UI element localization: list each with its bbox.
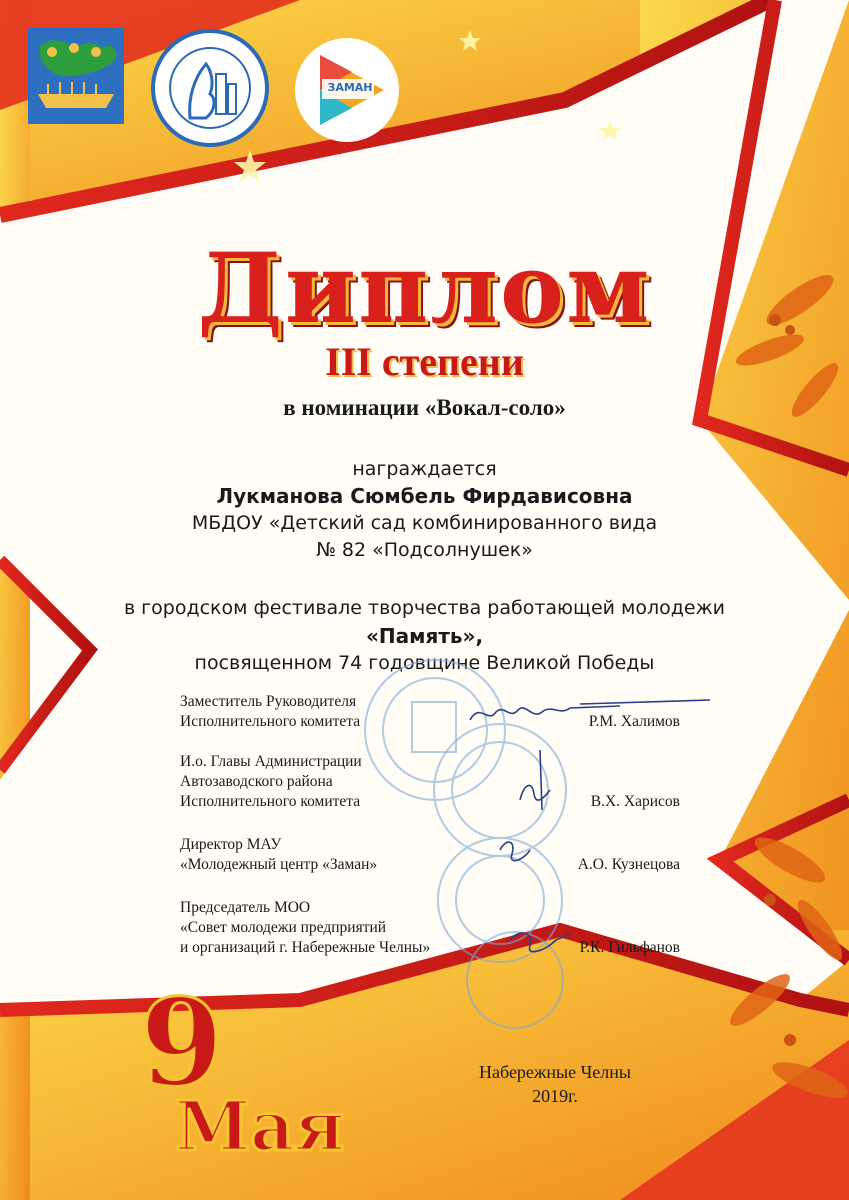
place: Набережные Челны [479,1062,631,1082]
place-and-year [430,1060,680,1108]
festival-name: «Память», [365,624,484,648]
signatory-name: А.О. Кузнецова [577,856,680,873]
may-9-month: Мая [175,1087,345,1160]
festival-line-3: посвященном 74 годовщине Великой Победы [194,652,655,674]
signatory-position: И.о. Главы Администрации Автозаводского района Исполнительного комитета [180,753,362,810]
handwritten-signatures-icon [460,690,720,960]
may-9-day: 9 [140,990,224,1114]
awarded-label: награждается [352,458,497,480]
signatory-position: Директор МАУ «Молодежный центр «Заман» [180,836,378,873]
signatory-name: Р.К. Гильфанов [579,939,680,956]
awardee-name: Лукманова Сюмбель Фирдависовна [216,484,633,508]
diploma-title: Диплом [197,232,652,345]
festival-line-1: в городском фестивале творчества работающей молодежи [123,597,726,619]
signatory-name: В.Х. Харисов [590,793,680,810]
city-emblem-icon [28,28,124,124]
signatory-name: Р.М. Халимов [588,713,680,730]
year: 2019г. [532,1086,578,1106]
diploma-degree: III степени [325,339,524,384]
youth-council-emblem-icon [150,28,270,148]
organization-line-2: № 82 «Подсолнушек» [316,539,533,561]
zaman-logo-text: ЗАМАН [327,81,373,94]
organization-line-1: МБДОУ «Детский сад комбинированного вида [191,512,658,534]
may-9-graphic [100,990,400,1160]
signatory-position: Председатель МОО «Совет молодежи предприятий и организаций г. Набережные Челны» [180,899,431,956]
signatory-position: Заместитель Руководителя Исполнительного комитета [180,693,361,730]
nomination: в номинации «Вокал-соло» [283,395,566,420]
